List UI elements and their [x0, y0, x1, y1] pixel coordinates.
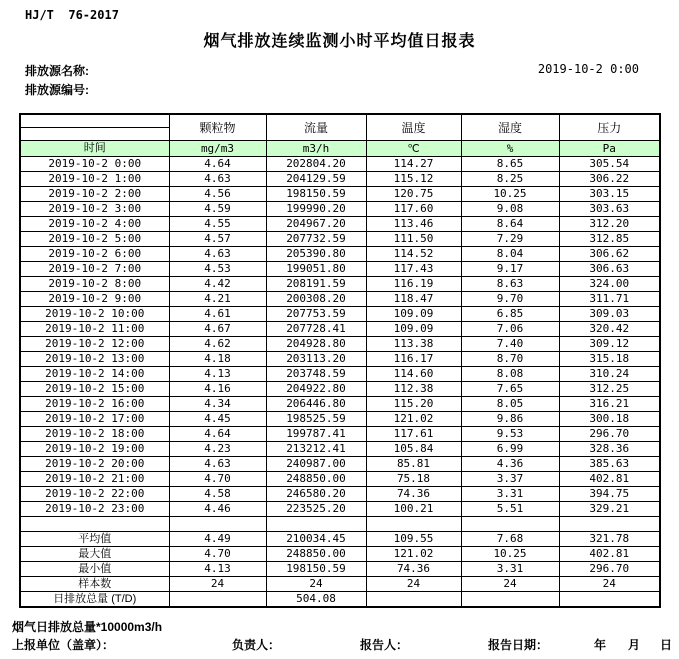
hourly-data-row	[20, 487, 660, 502]
value-cell: 116.19	[366, 277, 461, 292]
value-cell: 316.21	[559, 397, 660, 412]
value-cell	[559, 592, 660, 608]
hourly-data-row	[20, 337, 660, 352]
row-label-cell: 2019-10-2 17:00	[20, 412, 169, 427]
value-cell: 4.61	[169, 307, 266, 322]
value-cell: 8.25	[461, 172, 559, 187]
value-cell: 207753.59	[266, 307, 366, 322]
header-row-units	[20, 141, 660, 157]
value-cell: 204922.80	[266, 382, 366, 397]
value-cell: 116.17	[366, 352, 461, 367]
hourly-data-row	[20, 187, 660, 202]
value-cell: 310.24	[559, 367, 660, 382]
value-cell: 74.36	[366, 487, 461, 502]
hourly-data-row	[20, 217, 660, 232]
row-label-cell: 2019-10-2 11:00	[20, 322, 169, 337]
value-cell: 4.42	[169, 277, 266, 292]
value-cell: 4.59	[169, 202, 266, 217]
value-cell: 4.53	[169, 262, 266, 277]
value-cell: 309.12	[559, 337, 660, 352]
summary-row	[20, 592, 660, 608]
value-cell: 296.70	[559, 427, 660, 442]
value-cell: 6.99	[461, 442, 559, 457]
value-cell: 4.62	[169, 337, 266, 352]
value-cell: 24	[559, 577, 660, 592]
value-cell: 100.21	[366, 502, 461, 517]
value-cell: 199051.80	[266, 262, 366, 277]
hourly-data-row	[20, 442, 660, 457]
value-cell: 4.13	[169, 367, 266, 382]
value-cell: 7.29	[461, 232, 559, 247]
value-cell: 9.86	[461, 412, 559, 427]
value-cell: 85.81	[366, 457, 461, 472]
column-header-pressure: 压力	[559, 114, 660, 141]
header-blank-top-cell	[20, 114, 169, 128]
value-cell: 8.04	[461, 247, 559, 262]
value-cell: 8.08	[461, 367, 559, 382]
value-cell: 306.63	[559, 262, 660, 277]
hourly-data-row	[20, 502, 660, 517]
value-cell: 113.46	[366, 217, 461, 232]
value-cell: 203748.59	[266, 367, 366, 382]
value-cell: 112.38	[366, 382, 461, 397]
value-cell: 315.18	[559, 352, 660, 367]
value-cell: 7.65	[461, 382, 559, 397]
value-cell: 204928.80	[266, 337, 366, 352]
value-cell	[169, 517, 266, 532]
row-label-cell: 2019-10-2 1:00	[20, 172, 169, 187]
value-cell: 117.60	[366, 202, 461, 217]
row-label-cell: 2019-10-2 20:00	[20, 457, 169, 472]
value-cell: 7.40	[461, 337, 559, 352]
row-label-cell: 2019-10-2 23:00	[20, 502, 169, 517]
footer-note: 烟气日排放总量*10000m3/h	[12, 620, 163, 634]
value-cell: 385.63	[559, 457, 660, 472]
row-label-cell: 2019-10-2 9:00	[20, 292, 169, 307]
value-cell: 4.64	[169, 157, 266, 172]
value-cell: 8.70	[461, 352, 559, 367]
source-name-label: 排放源名称:	[25, 64, 89, 78]
value-cell: 8.05	[461, 397, 559, 412]
value-cell: 312.85	[559, 232, 660, 247]
row-label-cell: 2019-10-2 0:00	[20, 157, 169, 172]
value-cell: 9.08	[461, 202, 559, 217]
row-label-cell: 2019-10-2 21:00	[20, 472, 169, 487]
column-header-humidity: 湿度	[461, 114, 559, 141]
row-label-cell: 2019-10-2 10:00	[20, 307, 169, 322]
value-cell	[169, 592, 266, 608]
value-cell: 109.09	[366, 307, 461, 322]
value-cell: 4.21	[169, 292, 266, 307]
row-label-cell: 2019-10-2 22:00	[20, 487, 169, 502]
hourly-data-row	[20, 472, 660, 487]
value-cell: 105.84	[366, 442, 461, 457]
unit-cell-particulate: mg/m3	[169, 141, 266, 157]
value-cell	[366, 517, 461, 532]
value-cell: 248850.00	[266, 472, 366, 487]
hourly-data-row	[20, 277, 660, 292]
value-cell: 115.12	[366, 172, 461, 187]
value-cell: 8.65	[461, 157, 559, 172]
value-cell: 4.36	[461, 457, 559, 472]
hourly-data-row	[20, 367, 660, 382]
value-cell: 9.53	[461, 427, 559, 442]
hourly-data-row	[20, 412, 660, 427]
row-label-cell: 2019-10-2 8:00	[20, 277, 169, 292]
value-cell: 3.31	[461, 487, 559, 502]
value-cell: 4.63	[169, 247, 266, 262]
value-cell	[266, 517, 366, 532]
value-cell: 7.68	[461, 532, 559, 547]
value-cell: 109.55	[366, 532, 461, 547]
value-cell: 204129.59	[266, 172, 366, 187]
hourly-average-report-table	[19, 113, 661, 608]
value-cell: 4.70	[169, 472, 266, 487]
row-label-cell: 日排放总量 (T/D)	[20, 592, 169, 608]
hourly-data-row	[20, 172, 660, 187]
row-label-cell: 最大值	[20, 547, 169, 562]
hourly-data-row	[20, 397, 660, 412]
hourly-data-row	[20, 457, 660, 472]
value-cell: 300.18	[559, 412, 660, 427]
time-header-cell: 时间	[20, 141, 169, 157]
value-cell: 8.63	[461, 277, 559, 292]
value-cell: 120.75	[366, 187, 461, 202]
value-cell: 504.08	[266, 592, 366, 608]
hourly-data-row	[20, 427, 660, 442]
value-cell: 305.54	[559, 157, 660, 172]
value-cell: 205390.80	[266, 247, 366, 262]
value-cell: 199990.20	[266, 202, 366, 217]
row-label-cell: 最小值	[20, 562, 169, 577]
value-cell: 402.81	[559, 547, 660, 562]
value-cell: 9.70	[461, 292, 559, 307]
header-blank-bottom-cell	[20, 128, 169, 141]
value-cell: 111.50	[366, 232, 461, 247]
hourly-data-row	[20, 157, 660, 172]
value-cell: 240987.00	[266, 457, 366, 472]
value-cell: 329.21	[559, 502, 660, 517]
hourly-data-row	[20, 382, 660, 397]
value-cell: 402.81	[559, 472, 660, 487]
row-label-cell: 2019-10-2 15:00	[20, 382, 169, 397]
hourly-data-row	[20, 262, 660, 277]
report-unit-label: 上报单位（盖章）：	[12, 638, 115, 652]
value-cell: 207728.41	[266, 322, 366, 337]
report-date-label: 报告日期：	[488, 638, 549, 652]
value-cell: 328.36	[559, 442, 660, 457]
value-cell: 4.67	[169, 322, 266, 337]
row-label-cell: 2019-10-2 14:00	[20, 367, 169, 382]
unit-cell-temperature: ℃	[366, 141, 461, 157]
footer-signature-line	[0, 636, 679, 652]
value-cell: 115.20	[366, 397, 461, 412]
responsible-person-label: 负责人：	[232, 638, 281, 652]
row-label-cell: 2019-10-2 4:00	[20, 217, 169, 232]
value-cell: 309.03	[559, 307, 660, 322]
value-cell: 303.63	[559, 202, 660, 217]
value-cell: 4.70	[169, 547, 266, 562]
value-cell: 114.52	[366, 247, 461, 262]
value-cell: 5.51	[461, 502, 559, 517]
value-cell: 4.56	[169, 187, 266, 202]
unit-cell-flow: m3/h	[266, 141, 366, 157]
value-cell: 4.55	[169, 217, 266, 232]
value-cell: 4.58	[169, 487, 266, 502]
value-cell: 24	[266, 577, 366, 592]
value-cell: 4.23	[169, 442, 266, 457]
hourly-data-row	[20, 202, 660, 217]
value-cell: 4.63	[169, 172, 266, 187]
value-cell: 312.25	[559, 382, 660, 397]
value-cell: 306.22	[559, 172, 660, 187]
value-cell: 320.42	[559, 322, 660, 337]
hourly-data-row	[20, 352, 660, 367]
unit-cell-pressure: Pa	[559, 141, 660, 157]
source-code-label: 排放源编号:	[25, 83, 89, 97]
summary-row	[20, 577, 660, 592]
value-cell: 311.71	[559, 292, 660, 307]
unit-cell-humidity: %	[461, 141, 559, 157]
value-cell: 202804.20	[266, 157, 366, 172]
value-cell: 303.15	[559, 187, 660, 202]
value-cell	[461, 517, 559, 532]
spacer-row	[20, 517, 660, 532]
value-cell: 321.78	[559, 532, 660, 547]
hourly-data-row	[20, 307, 660, 322]
value-cell: 203113.20	[266, 352, 366, 367]
value-cell: 3.37	[461, 472, 559, 487]
value-cell: 213212.41	[266, 442, 366, 457]
day-label: 日	[660, 638, 673, 652]
row-label-cell: 2019-10-2 3:00	[20, 202, 169, 217]
summary-row	[20, 562, 660, 577]
row-label-cell: 样本数	[20, 577, 169, 592]
value-cell: 9.17	[461, 262, 559, 277]
standard-number: HJ/T 76-2017	[25, 8, 119, 22]
reporter-label: 报告人：	[360, 638, 409, 652]
column-header-particulate: 颗粒物	[169, 114, 266, 141]
value-cell: 4.57	[169, 232, 266, 247]
value-cell: 75.18	[366, 472, 461, 487]
row-label-cell: 2019-10-2 7:00	[20, 262, 169, 277]
hourly-data-row	[20, 247, 660, 262]
report-datetime: 2019-10-2 0:00	[537, 62, 639, 76]
value-cell: 109.09	[366, 322, 461, 337]
value-cell: 24	[169, 577, 266, 592]
value-cell: 8.64	[461, 217, 559, 232]
value-cell: 4.64	[169, 427, 266, 442]
value-cell: 248850.00	[266, 547, 366, 562]
row-label-cell: 2019-10-2 19:00	[20, 442, 169, 457]
value-cell: 6.85	[461, 307, 559, 322]
row-label-cell: 2019-10-2 6:00	[20, 247, 169, 262]
value-cell	[366, 592, 461, 608]
row-label-cell: 2019-10-2 12:00	[20, 337, 169, 352]
value-cell: 4.16	[169, 382, 266, 397]
value-cell: 4.18	[169, 352, 266, 367]
summary-row	[20, 532, 660, 547]
summary-row	[20, 547, 660, 562]
value-cell: 246580.20	[266, 487, 366, 502]
row-label-cell: 2019-10-2 18:00	[20, 427, 169, 442]
value-cell: 324.00	[559, 277, 660, 292]
row-label-cell: 2019-10-2 13:00	[20, 352, 169, 367]
value-cell: 296.70	[559, 562, 660, 577]
value-cell: 117.43	[366, 262, 461, 277]
value-cell: 117.61	[366, 427, 461, 442]
value-cell: 3.31	[461, 562, 559, 577]
value-cell: 24	[461, 577, 559, 592]
value-cell: 10.25	[461, 547, 559, 562]
value-cell: 312.20	[559, 217, 660, 232]
year-label: 年	[594, 638, 607, 652]
value-cell: 114.27	[366, 157, 461, 172]
row-label-cell: 2019-10-2 5:00	[20, 232, 169, 247]
value-cell: 199787.41	[266, 427, 366, 442]
value-cell: 223525.20	[266, 502, 366, 517]
value-cell	[461, 592, 559, 608]
value-cell: 4.13	[169, 562, 266, 577]
value-cell: 207732.59	[266, 232, 366, 247]
value-cell: 114.60	[366, 367, 461, 382]
hourly-data-row	[20, 292, 660, 307]
value-cell: 306.62	[559, 247, 660, 262]
hourly-data-row	[20, 232, 660, 247]
value-cell: 200308.20	[266, 292, 366, 307]
column-header-flow: 流量	[266, 114, 366, 141]
header-row-pollutants	[20, 114, 660, 128]
value-cell: 4.49	[169, 532, 266, 547]
value-cell: 4.34	[169, 397, 266, 412]
page-title: 烟气排放连续监测小时平均值日报表	[203, 33, 476, 50]
value-cell: 121.02	[366, 412, 461, 427]
value-cell: 4.63	[169, 457, 266, 472]
value-cell: 10.25	[461, 187, 559, 202]
row-label-cell: 平均值	[20, 532, 169, 547]
value-cell: 206446.80	[266, 397, 366, 412]
value-cell: 394.75	[559, 487, 660, 502]
value-cell: 4.46	[169, 502, 266, 517]
value-cell: 113.38	[366, 337, 461, 352]
value-cell: 74.36	[366, 562, 461, 577]
value-cell: 208191.59	[266, 277, 366, 292]
value-cell: 198150.59	[266, 562, 366, 577]
hourly-data-row	[20, 322, 660, 337]
value-cell	[559, 517, 660, 532]
value-cell: 24	[366, 577, 461, 592]
value-cell: 4.45	[169, 412, 266, 427]
value-cell: 121.02	[366, 547, 461, 562]
column-header-temperature: 温度	[366, 114, 461, 141]
value-cell: 204967.20	[266, 217, 366, 232]
value-cell: 210034.45	[266, 532, 366, 547]
row-label-cell: 2019-10-2 2:00	[20, 187, 169, 202]
value-cell: 118.47	[366, 292, 461, 307]
month-label: 月	[628, 638, 641, 652]
row-label-cell	[20, 517, 169, 532]
value-cell: 198150.59	[266, 187, 366, 202]
row-label-cell: 2019-10-2 16:00	[20, 397, 169, 412]
value-cell: 198525.59	[266, 412, 366, 427]
value-cell: 7.06	[461, 322, 559, 337]
